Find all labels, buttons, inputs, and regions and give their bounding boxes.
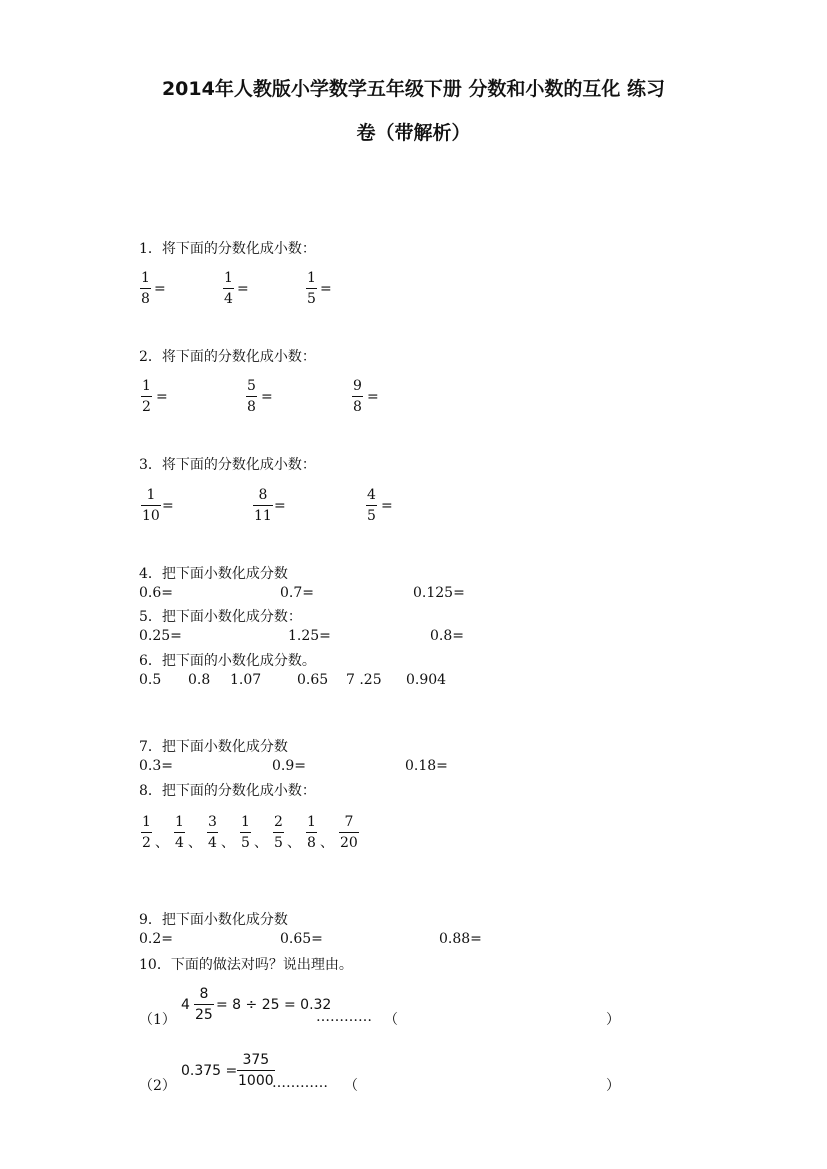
equals-sign: = [237,281,249,297]
q7-item-1: 0.3= [139,758,173,774]
q4-item-3: 0.125= [413,585,465,601]
q5-item-1: 0.25= [139,628,182,644]
question-6-text: 6．把下面的小数化成分数。 [139,653,316,669]
q6-item-3: 1.07 [230,672,262,688]
q3-fraction-1 [141,487,161,525]
question-10-text: 10．下面的做法对吗？说出理由。 [139,957,353,973]
q10-p1-close-paren: ） [606,1012,620,1028]
q1-fraction-3 [306,270,317,308]
numerator: 1 [307,270,316,286]
denominator: 5 [367,508,376,524]
q2-fraction-1 [141,378,152,416]
denominator: 4 [208,835,217,851]
denominator: 10 [142,508,160,524]
q10-p1-whole-number: 4 [181,997,190,1013]
q2-fraction-3 [352,378,363,416]
question-2-text: 2．将下面的分数化成小数： [139,349,316,365]
q8-fraction-4 [240,814,251,852]
separator: 、 [287,835,301,851]
numerator: 1 [142,814,151,830]
q8-fraction-5 [273,814,284,852]
q8-fraction-3 [207,814,218,852]
q4-item-1: 0.6= [139,585,173,601]
numerator: 5 [247,378,256,394]
denominator: 8 [141,291,150,307]
denominator: 8 [247,399,256,415]
q10-part-2-label: （2） [139,1078,176,1094]
q4-item-2: 0.7= [280,585,314,601]
numerator: 1 [175,814,184,830]
q10-p1-fraction [194,986,214,1024]
equals-sign: = [274,498,286,514]
q1-fraction-1 [140,270,151,308]
q5-item-2: 1.25= [288,628,331,644]
denominator: 8 [307,835,316,851]
numerator: 4 [367,487,376,503]
denominator: 5 [307,291,316,307]
question-1-text: 1．将下面的分数化成小数： [139,241,316,257]
equals-sign: = [320,281,332,297]
numerator: 1 [141,270,150,286]
equals-sign: = [381,498,393,514]
q10-p1-dots: ………… [316,1009,372,1025]
q6-item-4: 0.65 [297,672,329,688]
equals-sign: = [156,389,168,405]
denominator: 2 [142,399,151,415]
question-7-text: 7．把下面小数化成分数 [139,739,288,755]
question-9-text: 9．把下面小数化成分数 [139,912,288,928]
question-4-text: 4．把下面小数化成分数 [139,566,288,582]
q9-item-1: 0.2= [139,931,173,947]
numerator: 2 [274,814,283,830]
q8-fraction-6 [306,814,317,852]
q6-item-6: 0.904 [406,672,447,688]
numerator: 1 [224,270,233,286]
numerator: 1 [241,814,250,830]
denominator: 11 [254,508,272,524]
q10-p2-close-paren: ） [606,1078,620,1094]
q3-fraction-3 [366,487,377,525]
numerator: 3 [208,814,217,830]
q10-p1-expression: = 8 ÷ 25 = 0.32 [216,997,332,1013]
q9-item-3: 0.88= [439,931,482,947]
denominator: 5 [241,835,250,851]
q10-p2-dots: ………… [272,1075,328,1091]
q7-item-2: 0.9= [272,758,306,774]
equals-sign: = [261,389,273,405]
q8-fraction-7 [339,814,359,852]
numerator: 1 [307,814,316,830]
numerator: 9 [353,378,362,394]
denominator: 1000 [238,1073,274,1089]
question-5-text: 5．把下面小数化成分数： [139,609,302,625]
q10-p2-fraction [237,1052,275,1090]
q7-item-3: 0.18= [405,758,448,774]
numerator: 375 [242,1052,270,1068]
question-3-text: 3．将下面的分数化成小数： [139,457,316,473]
q10-p2-open-paren: （ [344,1078,358,1094]
question-8-text: 8．把下面的分数化成小数： [139,783,316,799]
q6-item-2: 0.8 [188,672,211,688]
separator: 、 [221,835,235,851]
separator: 、 [320,835,334,851]
denominator: 20 [340,835,358,851]
q10-part-1-label: （1） [139,1012,176,1028]
q10-p1-open-paren: （ [384,1012,398,1028]
q8-fraction-2 [174,814,185,852]
q6-item-1: 0.5 [139,672,162,688]
numerator: 1 [142,378,151,394]
separator: 、 [155,835,169,851]
numerator: 7 [344,814,354,830]
numerator: 8 [199,986,209,1002]
q9-item-2: 0.65= [280,931,323,947]
denominator: 8 [353,399,362,415]
q5-item-3: 0.8= [430,628,464,644]
q8-fraction-1 [141,814,152,852]
page-title-line-2: 卷（带解析） [356,122,471,144]
q6-item-5: 7 .25 [346,672,382,688]
q10-p2-left-side: 0.375 = [181,1063,238,1079]
separator: 、 [188,835,202,851]
numerator: 8 [258,487,268,503]
denominator: 4 [175,835,184,851]
denominator: 5 [274,835,283,851]
denominator: 2 [142,835,151,851]
equals-sign: = [154,281,166,297]
equals-sign: = [162,498,174,514]
numerator: 1 [146,487,156,503]
page-title-line-1: 2014年人教版小学数学五年级下册 分数和小数的互化 练习 [161,78,666,100]
q3-fraction-2 [253,487,273,525]
equals-sign: = [367,389,379,405]
denominator: 25 [195,1007,213,1023]
q1-fraction-2 [223,270,234,308]
denominator: 4 [224,291,233,307]
q2-fraction-2 [246,378,257,416]
separator: 、 [254,835,268,851]
